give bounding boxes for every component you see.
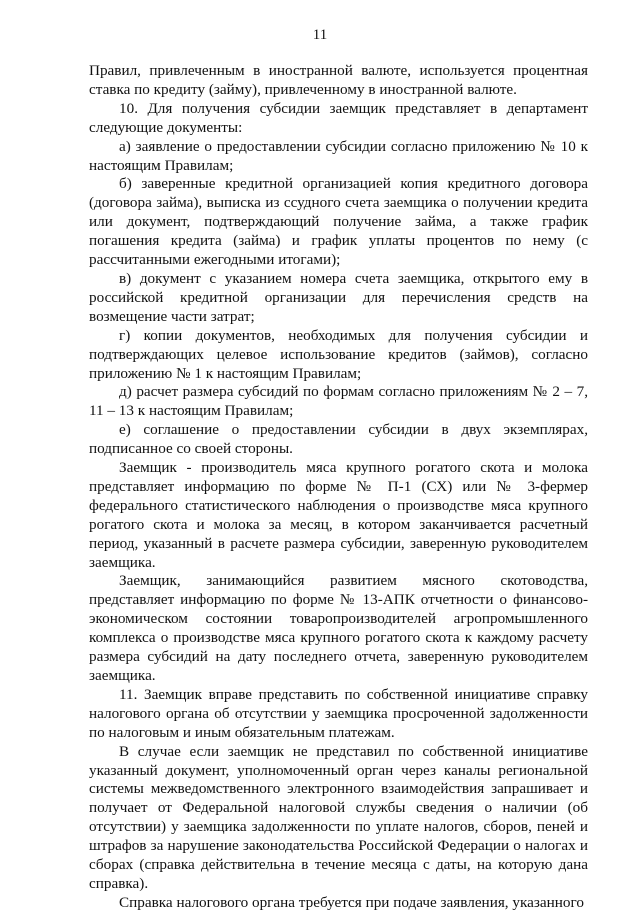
paragraph-subitem-b: б) заверенные кредитной организацией копия кредитного договора (договора займа), выписка из ссудного счета заемщика о получении кредита или документ, подтверждающий получение займа, а также график погашения кредита (займа) и график уплаты процентов по нему (с рассчитанными ежегодными итогами); xyxy=(89,175,588,269)
paragraph-subitem-g: г) копии документов, необходимых для получения субсидии и подтверждающих целевое использование кредитов (займов), согласно приложению № 1 к настоящим Правилам; xyxy=(89,326,588,382)
document-body xyxy=(89,62,588,913)
paragraph-item-10: 10. Для получения субсидии заемщик представляет в департамент следующие документы: xyxy=(89,99,588,136)
paragraph-subitem-a: а) заявление о предоставлении субсидии согласно приложению № 10 к настоящим Правилам; xyxy=(89,137,588,174)
paragraph-subitem-d: д) расчет размера субсидий по формам согласно приложениям № 2 – 7, 11 – 13 к настоящим Правилам; xyxy=(89,383,588,420)
paragraph-beef-cattle-breeding: Заемщик, занимающийся развитием мясного скотоводства, представляет информацию по форме № 13-АПК отчетности о финансово-экономическом состоянии товаропроизводителей агропромышленного комплекса о производстве мяса крупного рогатого скота к каждому расчету размера субсидий на дату последнего отчета, заверенную руководителем заемщика. xyxy=(89,572,588,684)
paragraph-continuation: Правил, привлеченным в иностранной валюте, используется процентная ставка по кредиту (займу), привлеченному в иностранной валюте. xyxy=(89,62,588,98)
paragraph-cattle-milk-producer: Заемщик - производитель мяса крупного рогатого скота и молока представляет информацию по форме № П-1 (СХ) или № 3-фермер федерального статистического наблюдения о производстве мяса крупного рогатого скота и молока за месяц, в котором заканчивается расчетный период, указанный в расчете размера субсидии, заверенную руководителем заемщика. xyxy=(89,459,588,571)
page-number: 11 xyxy=(312,27,328,43)
paragraph-item-11: 11. Заемщик вправе представить по собственной инициативе справку налогового органа об отсутствии у заемщика просроченной задолженности по налоговым и иным обязательным платежам. xyxy=(89,685,588,741)
paragraph-subitem-e: е) соглашение о предоставлении субсидии в двух экземплярах, подписанное со своей стороны. xyxy=(89,421,588,458)
paragraph-tax-certificate: Справка налогового органа требуется при подаче заявления, указанного xyxy=(119,893,584,911)
paragraph-interagency-request: В случае если заемщик не представил по собственной инициативе указанный документ, уполномоченный орган через каналы региональной системы межведомственного электронного взаимодействия запрашивает и получает от Федеральной налоговой службы сведения о наличии (об отсутствии) у заемщика задолженности по уплате налогов, сборов, пеней и штрафов за нарушение законодательства Российской Федерации о налогах и сборах (справка действительна в течение месяца с даты, на которую дана справка). xyxy=(89,742,588,892)
paragraph-subitem-v: в) документ с указанием номера счета заемщика, открытого ему в российской кредитной организации для перечисления средств на возмещение части затрат; xyxy=(89,269,588,325)
